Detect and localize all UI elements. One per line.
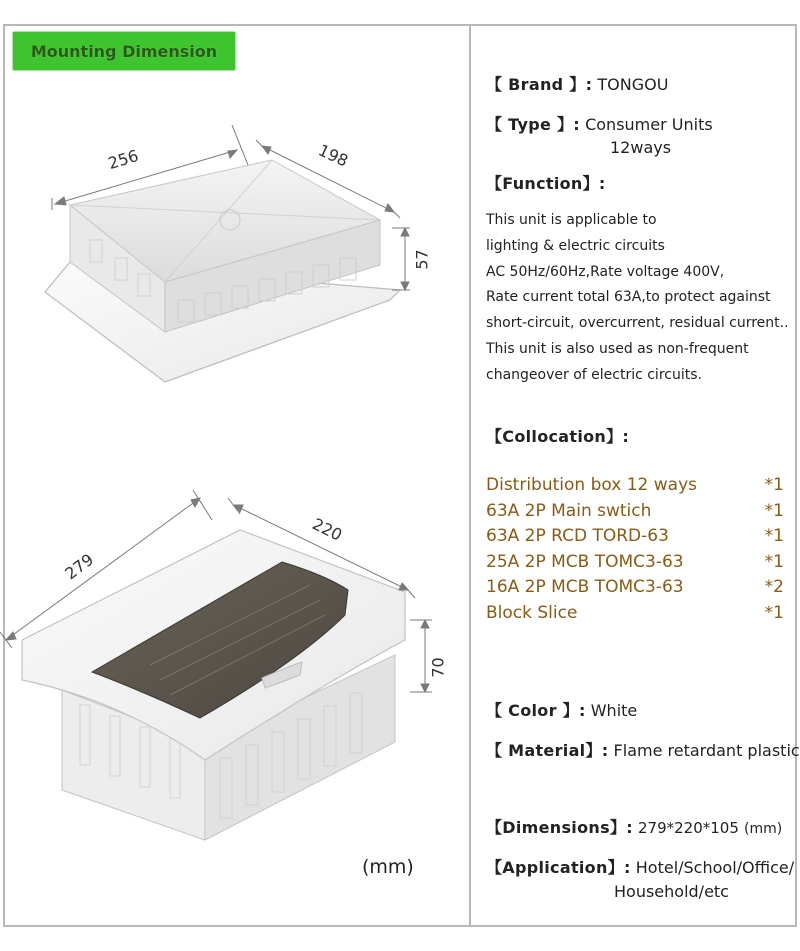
list-item (486, 499, 786, 525)
material-key: 【 Material】: (486, 741, 609, 760)
function-line: lighting & electric circuits (486, 237, 665, 254)
function-line: AC 50Hz/60Hz,Rate voltage 400V, (486, 263, 725, 280)
column-divider (469, 24, 471, 927)
function-line: changeover of electric circuits. (486, 366, 702, 383)
dimensions-key: 【Dimensions】: (486, 818, 633, 837)
material-value: Flame retardant plastic (613, 741, 800, 760)
box-1-drawing (45, 125, 410, 382)
box-2-height-label: 70 (428, 657, 448, 678)
dimension-diagrams (0, 70, 469, 927)
color-row (486, 698, 637, 721)
item-qty: *1 (764, 526, 784, 546)
box-2-drawing (0, 490, 432, 840)
item-qty: *1 (764, 551, 784, 572)
brand-value: TONGOU (597, 75, 669, 94)
product-drawing (0, 70, 469, 927)
function-line: This unit is applicable to (486, 212, 657, 228)
type-value-2: 12ways (610, 138, 672, 157)
unit-label: (mm) (362, 856, 414, 878)
box-2-depth-label: 220 (309, 514, 346, 545)
list-item (486, 524, 786, 550)
function-description (486, 208, 796, 389)
box-1-depth-label: 198 (315, 140, 352, 171)
material-row (486, 738, 800, 761)
item-name: 16A 2P MCB TOMC3-63 (486, 577, 684, 597)
color-key: 【 Color 】: (486, 701, 586, 720)
color-value: White (590, 701, 638, 720)
mounting-dimension-badge: Mounting Dimension (13, 32, 235, 70)
function-line: short-circuit, overcurrent, residual current.. (486, 315, 789, 332)
item-qty: *1 (764, 602, 784, 623)
type-value-1: Consumer Units (585, 115, 713, 134)
application-value-2: Household/etc (614, 882, 729, 901)
list-item (486, 550, 786, 576)
box-1-width-label: 256 (105, 145, 141, 174)
function-line: This unit is also used as non-frequent (486, 340, 749, 357)
collocation-row (486, 424, 629, 447)
application-key: 【Application】: (486, 858, 631, 877)
collocation-list (486, 473, 786, 626)
item-name: Block Slice (486, 602, 578, 623)
type-row (486, 112, 713, 135)
dimensions-row (486, 815, 782, 838)
item-qty: *1 (764, 475, 784, 495)
brand-row (486, 72, 668, 95)
dimensions-unit: (mm) (744, 821, 783, 837)
function-line: Rate current total 63A,to protect against (486, 289, 771, 306)
item-qty: *1 (764, 500, 784, 521)
item-name: 63A 2P Main swtich (486, 500, 652, 521)
list-item (486, 473, 786, 499)
item-qty: *2 (764, 577, 784, 597)
item-name: 25A 2P MCB TOMC3-63 (486, 551, 684, 572)
item-name: 63A 2P RCD TORD-63 (486, 526, 669, 546)
function-key: 【Function】: (486, 174, 606, 193)
list-item (486, 601, 786, 627)
application-row (486, 855, 794, 878)
dimensions-value: 279*220*105 (638, 819, 739, 837)
box-2-width-label: 279 (61, 549, 98, 584)
item-name: Distribution box 12 ways (486, 475, 697, 495)
brand-key: 【 Brand 】: (486, 75, 593, 94)
list-item (486, 575, 786, 601)
type-key: 【 Type 】: (486, 115, 580, 134)
application-value-1: Hotel/School/Office/ (635, 858, 795, 877)
collocation-key: 【Collocation】: (486, 427, 630, 446)
box-1-height-label: 57 (412, 249, 432, 270)
function-row (486, 171, 606, 194)
